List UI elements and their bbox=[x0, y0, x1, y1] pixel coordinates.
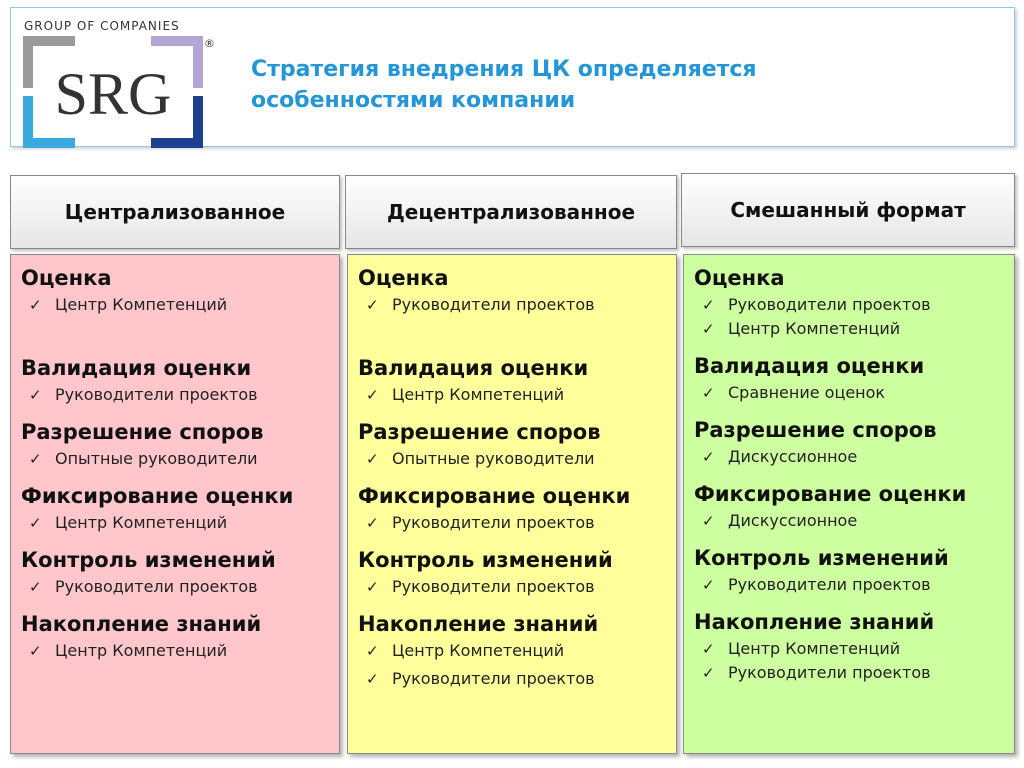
criteria-section bbox=[21, 481, 329, 535]
list-item bbox=[21, 383, 329, 407]
responsibility-list bbox=[358, 293, 666, 317]
srg-logo bbox=[23, 36, 203, 148]
criteria-section bbox=[358, 609, 666, 691]
responsibility-list bbox=[694, 509, 1004, 533]
section-title: Оценка bbox=[21, 266, 112, 290]
checkmark-icon: ✓ bbox=[29, 450, 42, 468]
checkmark-icon: ✓ bbox=[366, 670, 379, 688]
list-item bbox=[358, 383, 666, 407]
checkmark-icon: ✓ bbox=[702, 384, 715, 402]
logo-text: SRG bbox=[54, 61, 172, 127]
list-item-text: Руководители проектов bbox=[728, 295, 931, 314]
list-item bbox=[358, 575, 666, 599]
responsibility-list bbox=[358, 511, 666, 535]
list-item-text: Сравнение оценок bbox=[728, 383, 886, 402]
column-header-decentralized: Децентрализованное bbox=[345, 175, 677, 249]
criteria-section bbox=[21, 545, 329, 599]
section-title: Фиксирование оценки bbox=[21, 484, 294, 508]
list-item-text: Центр Компетенций bbox=[55, 641, 228, 660]
checkmark-icon: ✓ bbox=[702, 296, 715, 314]
section-title: Разрешение споров bbox=[694, 418, 937, 442]
criteria-section bbox=[21, 353, 329, 407]
criteria-section bbox=[694, 479, 1004, 533]
page-title: Стратегия внедрения ЦК определяется особенностями компании bbox=[251, 57, 757, 113]
checkmark-icon: ✓ bbox=[29, 296, 42, 314]
list-item-text: Руководители проектов bbox=[728, 663, 931, 682]
checkmark-icon: ✓ bbox=[366, 386, 379, 404]
list-item bbox=[21, 447, 329, 471]
section-title: Оценка bbox=[694, 266, 785, 290]
checkmark-icon: ✓ bbox=[702, 640, 715, 658]
criteria-section bbox=[694, 543, 1004, 597]
checkmark-icon: ✓ bbox=[702, 320, 715, 338]
checkmark-icon: ✓ bbox=[29, 386, 42, 404]
checkmark-icon: ✓ bbox=[29, 642, 42, 660]
section-title: Контроль изменений bbox=[694, 546, 949, 570]
column-mixed bbox=[683, 254, 1015, 754]
registered-mark: ® bbox=[204, 37, 215, 50]
responsibility-list bbox=[358, 447, 666, 471]
list-item bbox=[694, 661, 1004, 685]
section-title: Накопление знаний bbox=[694, 610, 935, 634]
column-header-centralized: Централизованное bbox=[10, 175, 340, 249]
list-item bbox=[21, 511, 329, 535]
list-item bbox=[21, 293, 329, 317]
criteria-section bbox=[358, 353, 666, 407]
list-item-text: Руководители проектов bbox=[392, 295, 595, 314]
criteria-section bbox=[694, 351, 1004, 405]
criteria-section bbox=[21, 609, 329, 663]
list-item-text: Руководители проектов bbox=[392, 669, 595, 688]
criteria-section bbox=[21, 263, 329, 317]
column-centralized bbox=[10, 254, 340, 754]
slide-header bbox=[10, 7, 1015, 147]
section-title: Разрешение споров bbox=[21, 420, 264, 444]
list-item bbox=[358, 639, 666, 663]
criteria-section bbox=[358, 417, 666, 471]
criteria-section bbox=[694, 607, 1004, 685]
list-item bbox=[694, 381, 1004, 405]
list-item-text: Руководители проектов bbox=[728, 575, 931, 594]
responsibility-list bbox=[694, 445, 1004, 469]
responsibility-list bbox=[694, 381, 1004, 405]
checkmark-icon: ✓ bbox=[29, 514, 42, 532]
responsibility-list bbox=[21, 447, 329, 471]
checkmark-icon: ✓ bbox=[29, 578, 42, 596]
checkmark-icon: ✓ bbox=[702, 664, 715, 682]
column-decentralized bbox=[347, 254, 677, 754]
criteria-section bbox=[358, 545, 666, 599]
checkmark-icon: ✓ bbox=[366, 514, 379, 532]
section-title: Фиксирование оценки bbox=[358, 484, 631, 508]
list-item-text: Руководители проектов bbox=[55, 577, 258, 596]
criteria-section bbox=[358, 481, 666, 535]
logo-caption: GROUP OF COMPANIES bbox=[24, 19, 180, 33]
responsibility-list bbox=[21, 511, 329, 535]
checkmark-icon: ✓ bbox=[366, 642, 379, 660]
section-title: Валидация оценки bbox=[358, 356, 589, 380]
responsibility-list bbox=[694, 293, 1004, 341]
checkmark-icon: ✓ bbox=[366, 450, 379, 468]
checkmark-icon: ✓ bbox=[702, 512, 715, 530]
criteria-section bbox=[694, 263, 1004, 341]
list-item bbox=[694, 509, 1004, 533]
section-title: Контроль изменений bbox=[21, 548, 276, 572]
list-item-text: Центр Компетенций bbox=[392, 641, 565, 660]
section-title: Контроль изменений bbox=[358, 548, 613, 572]
responsibility-list bbox=[358, 639, 666, 691]
responsibility-list bbox=[694, 637, 1004, 685]
list-item bbox=[358, 293, 666, 317]
section-title: Валидация оценки bbox=[694, 354, 925, 378]
list-item-text: Опытные руководители bbox=[392, 449, 595, 468]
list-item bbox=[694, 317, 1004, 341]
list-item-text: Центр Компетенций bbox=[55, 295, 228, 314]
list-item bbox=[358, 667, 666, 691]
section-title: Валидация оценки bbox=[21, 356, 252, 380]
section-title: Фиксирование оценки bbox=[694, 482, 967, 506]
responsibility-list bbox=[21, 293, 329, 317]
responsibility-list bbox=[21, 575, 329, 599]
list-item-text: Опытные руководители bbox=[55, 449, 258, 468]
list-item-text: Центр Компетенций bbox=[728, 639, 901, 658]
responsibility-list bbox=[21, 383, 329, 407]
list-item-text: Дискуссионное bbox=[728, 447, 858, 466]
list-item bbox=[694, 637, 1004, 661]
checkmark-icon: ✓ bbox=[702, 448, 715, 466]
list-item-text: Руководители проектов bbox=[392, 513, 595, 532]
list-item bbox=[21, 575, 329, 599]
checkmark-icon: ✓ bbox=[366, 578, 379, 596]
column-header-mixed: Смешанный формат bbox=[681, 173, 1015, 247]
list-item-text: Центр Компетенций bbox=[392, 385, 565, 404]
criteria-section bbox=[21, 417, 329, 471]
checkmark-icon: ✓ bbox=[366, 296, 379, 314]
list-item bbox=[21, 639, 329, 663]
list-item-text: Центр Компетенций bbox=[728, 319, 901, 338]
list-item-text: Руководители проектов bbox=[55, 385, 258, 404]
list-item bbox=[358, 447, 666, 471]
list-item bbox=[694, 445, 1004, 469]
list-item bbox=[694, 573, 1004, 597]
list-item bbox=[694, 293, 1004, 317]
section-title: Накопление знаний bbox=[21, 612, 262, 636]
section-title: Оценка bbox=[358, 266, 449, 290]
list-item-text: Дискуссионное bbox=[728, 511, 858, 530]
checkmark-icon: ✓ bbox=[702, 576, 715, 594]
list-item-text: Руководители проектов bbox=[392, 577, 595, 596]
section-title: Разрешение споров bbox=[358, 420, 601, 444]
section-title: Накопление знаний bbox=[358, 612, 599, 636]
criteria-section bbox=[358, 263, 666, 317]
responsibility-list bbox=[21, 639, 329, 663]
responsibility-list bbox=[358, 383, 666, 407]
criteria-section bbox=[694, 415, 1004, 469]
list-item bbox=[358, 511, 666, 535]
responsibility-list bbox=[358, 575, 666, 599]
list-item-text: Центр Компетенций bbox=[55, 513, 228, 532]
responsibility-list bbox=[694, 573, 1004, 597]
